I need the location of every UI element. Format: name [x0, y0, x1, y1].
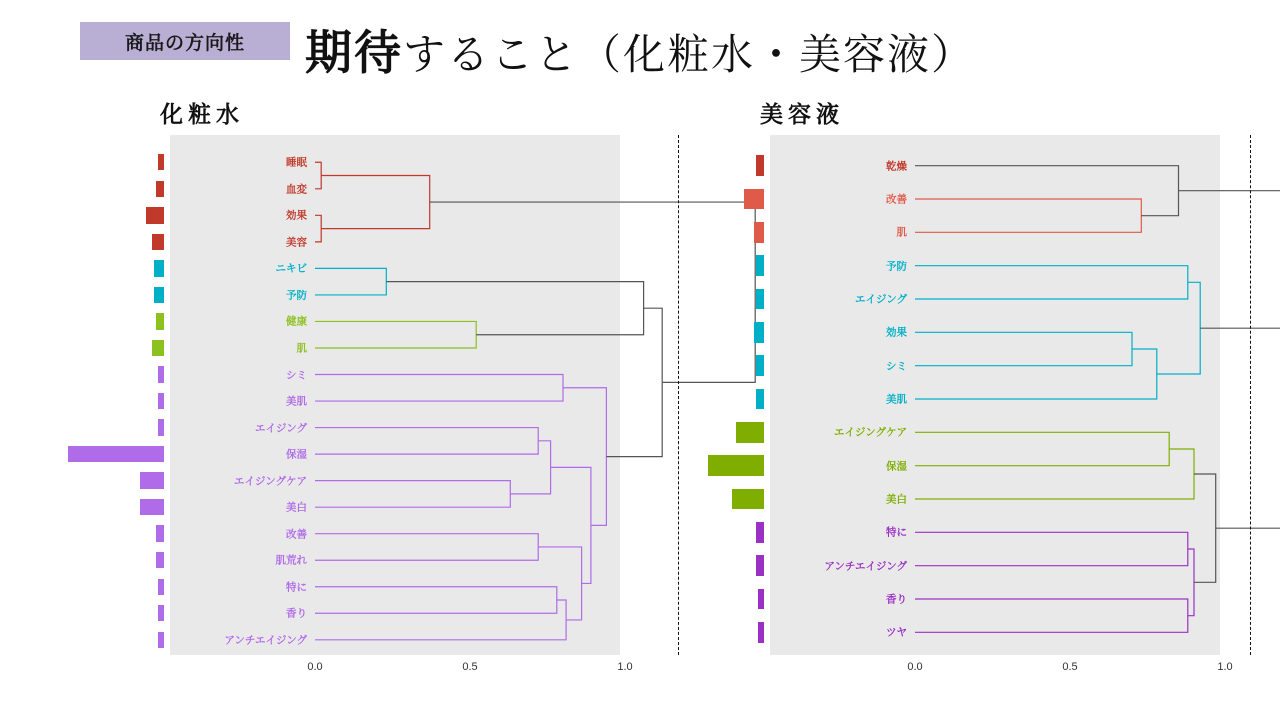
page-title-sub: すること（化粧水・美容液）: [402, 31, 975, 78]
dendrogram-link: [915, 166, 1179, 216]
x-tick-label: 0.0: [307, 661, 323, 673]
dendrogram-leaf-label: アンチエイジング: [824, 560, 907, 573]
dendrogram-link: [1194, 474, 1216, 582]
dendrogram-link: [315, 534, 538, 561]
x-tick-label: 0.5: [462, 661, 478, 673]
dendrogram-leaf-label: 保湿: [886, 460, 907, 473]
dendrogram-leaf-label: 美容: [286, 236, 307, 249]
importance-bar: [140, 499, 164, 515]
importance-bar: [708, 455, 764, 476]
importance-bar: [756, 555, 764, 576]
dendrogram-leaf-label: 美白: [886, 493, 907, 506]
dendrogram-link: [315, 162, 321, 189]
importance-bar: [158, 605, 164, 621]
dendrogram-leaf-label: シミ: [286, 369, 307, 381]
dendrogram-lotion: [60, 135, 633, 695]
importance-bar: [736, 422, 764, 443]
importance-bar: [156, 525, 164, 541]
dendrogram-leaf-label: 乾燥: [886, 160, 907, 173]
dendrogram-link: [315, 375, 563, 402]
page-title: [0, 16, 1280, 83]
importance-bar: [744, 189, 764, 210]
dendrogram-link: [315, 481, 510, 508]
importance-bar: [158, 366, 164, 382]
dendrogram-leaf-label: 予防: [886, 260, 907, 273]
dendrogram-leaf-label: 香り: [886, 593, 907, 606]
dendrogram-leaf-label: 効果: [886, 326, 907, 339]
dendrogram-leaf-label: 特に: [886, 526, 907, 539]
importance-bar: [158, 393, 164, 409]
dendrogram-link: [915, 332, 1132, 365]
dendrogram-link: [315, 268, 386, 295]
dendrogram-leaf-label: エイジング: [254, 422, 307, 435]
dendrogram-leaf-label: 予防: [286, 289, 307, 302]
importance-bar: [758, 589, 764, 610]
dendrogram-leaf-label: 睡眠: [286, 156, 307, 169]
dendrogram-link: [915, 449, 1194, 499]
dendrogram-link: [915, 432, 1169, 465]
dendrogram-leaf-label: 効果: [286, 209, 307, 222]
dendrogram-leaf-label: エイジングケア: [233, 475, 307, 488]
dendrogram-serum: [660, 135, 1233, 695]
importance-bar: [158, 579, 164, 595]
importance-bar: [754, 222, 764, 243]
importance-bar: [158, 419, 164, 435]
dendrogram-link: [315, 215, 321, 242]
importance-bar: [756, 522, 764, 543]
page-title-main: 期待: [304, 26, 403, 79]
dendrogram-link: [510, 441, 550, 494]
dendrogram-link: [386, 282, 643, 335]
dendrogram-svg: [660, 135, 1220, 695]
dendrogram-leaf-label: エイジングケア: [833, 426, 907, 439]
importance-bar: [756, 155, 764, 176]
dendrogram-link: [315, 600, 566, 640]
chart-panel-lotion: [60, 96, 633, 695]
importance-bar: [754, 322, 764, 343]
dendrogram-link: [915, 266, 1188, 299]
dendrogram-leaf-label: シミ: [886, 360, 907, 373]
dendrogram-link: [315, 428, 538, 455]
chart-title-lotion: 化粧水: [160, 101, 244, 127]
dendrogram-leaf-label: 血変: [286, 183, 307, 196]
x-tick-label: 1.0: [617, 661, 633, 673]
dendrogram-link: [1216, 259, 1280, 528]
importance-bar: [156, 552, 164, 568]
importance-bar: [152, 234, 164, 250]
importance-bar: [756, 255, 764, 276]
dendrogram-leaf-label: 保湿: [286, 448, 307, 461]
dendrogram-leaf-label: 美肌: [286, 395, 307, 408]
dendrogram-leaf-label: 改善: [286, 528, 307, 541]
dendrogram-link: [551, 467, 591, 583]
chart-panel-serum: [660, 96, 1233, 695]
importance-bar: [68, 446, 164, 462]
dendrogram-leaf-label: 美肌: [886, 393, 907, 406]
importance-bar: [756, 289, 764, 310]
importance-bar: [154, 260, 164, 276]
dendrogram-link: [915, 199, 1141, 232]
importance-bar: [158, 632, 164, 648]
dendrogram-leaf-label: 美白: [286, 501, 307, 514]
section-tag-label: 商品の方向性: [124, 32, 245, 54]
importance-bar: [140, 472, 164, 488]
dendrogram-link: [538, 547, 581, 620]
x-tick-label: 1.0: [1217, 661, 1233, 673]
importance-bar: [156, 181, 164, 197]
importance-bar: [158, 154, 164, 170]
dendrogram-leaf-label: 肌: [296, 342, 307, 355]
dendrogram-link: [1157, 282, 1200, 374]
dendrogram-leaf-label: ツヤ: [886, 626, 907, 639]
dendrogram-link: [915, 349, 1157, 399]
x-tick-label: 0.5: [1062, 661, 1078, 673]
dendrogram-leaf-label: 香り: [286, 607, 307, 620]
dendrogram-leaf-label: 肌荒れ: [275, 554, 307, 567]
dendrogram-link: [1188, 549, 1194, 616]
x-axis: [170, 657, 633, 687]
dendrogram-link: [315, 587, 557, 614]
dendrogram-link: [321, 176, 430, 229]
dendrogram-leaf-label: 肌: [896, 226, 907, 239]
importance-bar: [146, 207, 164, 223]
dendrogram-link: [606, 308, 662, 456]
importance-bar: [758, 622, 764, 643]
dendrogram-leaf-label: 健康: [286, 315, 307, 328]
x-axis: [770, 657, 1233, 687]
dendrogram-leaf-label: アンチエイジング: [224, 634, 307, 647]
dendrogram-leaf-label: 改善: [886, 193, 907, 206]
importance-bar: [732, 489, 764, 510]
dendrogram-leaf-label: ニキビ: [275, 262, 307, 275]
importance-bar: [756, 355, 764, 376]
importance-bar: [756, 389, 764, 410]
cut-line: [1250, 135, 1251, 655]
chart-title-serum: 美容液: [760, 101, 844, 127]
importance-bar: [152, 340, 164, 356]
dendrogram-link: [915, 532, 1188, 565]
x-tick-label: 0.0: [907, 661, 923, 673]
dendrogram-leaf-label: エイジング: [854, 293, 907, 306]
dendrogram-link: [1179, 191, 1280, 329]
dendrogram-link: [315, 321, 476, 348]
dendrogram-link: [563, 388, 606, 526]
dendrogram-link: [915, 599, 1188, 632]
importance-bar: [154, 287, 164, 303]
importance-bar: [156, 313, 164, 329]
dendrogram-leaf-label: 特に: [286, 581, 307, 594]
